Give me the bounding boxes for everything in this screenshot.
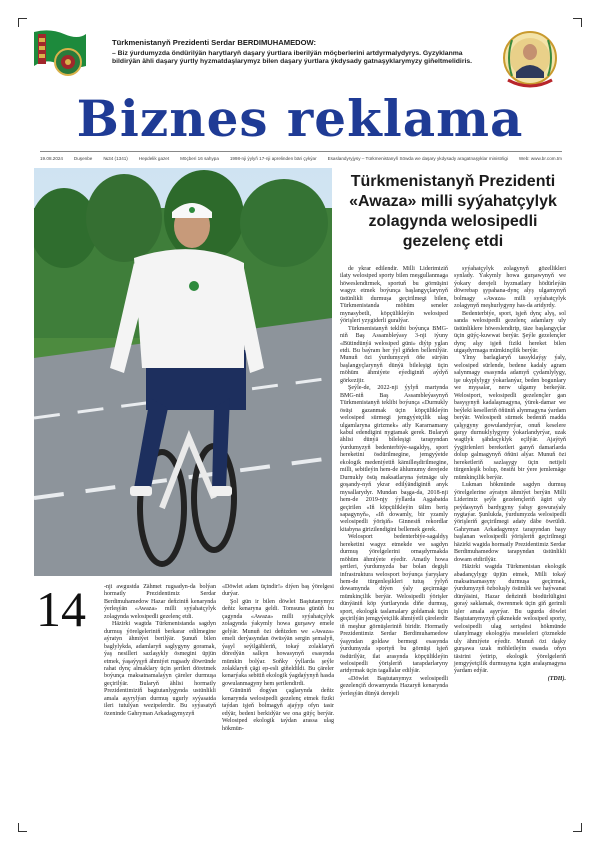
- paragraph: Ylmy barlaglaryň tassyklaýşy ýaly, welosiped sürlende, bedene kadaly agram salynmagy esasynda adamyň çydamlylygy, işe ukyplylygy ýokarlanýar, beden bogunlary we myşsalar, nerw ulgamy berkeýär. Welosiport, welosipedli gezelençler gan basyşynyň kadalaşmagyna, ýürek-damar we beýleki keselleriň öňüniň alynmagyna ýardam berýär. Welosipedi sürmek bedeniň madda çalşygyny gowulandyrýar, onuň keselere garşy durnuklylygyny ýokarlandyrýar, uzak wagtlyk şähdaçyklyk eçilýär. Ajaýtyň ýygjirlenleri bereketleri ganyň damarlarda dolup galmagynyň öňüni alýar. Munuň özi hereketleriň sazlaşygy üçin netijeli türgenleşik bolup, önsiňi bir ýere jemlemäge mümkinçilik berýär.: [454, 355, 566, 481]
- paragraph: Häzirki wagtda Türkmenistanda sagdyn durmuş ýörelgeleriniň berkarar edilmegine aýratyn ähmiýet berilýär. Şunuň bilen baglylykda, adamlaryň saglygyny goramak, ýaş nesilleri sazlaşykly ösmegini üpjün etmek, ýaşaýyşyň ähmiýet rugsady döwründe rahat dynç almaklary üçin şertleri döretmek boýunça maksatnamalaýyn çäreler durmuşa geçirilýär. Bularyň ählisi hormatly Prezidentimiziň bagtutanlygynda ustünlikli amala aşyrylýan durmuş ugurly syýasatda ileri tutulýan wezipelerdir. Bu syýasatyň özeninde Gahryman Arkadagymyzyň: [104, 621, 216, 717]
- paragraph: Häzirki wagtda Türkmenistan ekologik abadançylygy üpjün etmek, Milli tokaý maksatnamasyny durmuşa geçirmek, ýurdumyzyň özboluşly ösümlik we haýwanat dünýäsini, Hazar deňziniň biodürlüligini goraý saklamak, öwrenmek üçin giň gerimli işler amala aşyrýar. Bu ugurda döwlet Baştutanymyzyň çäkmekde welosiped sporty, welosipedli ulag serişdesi hökmünde ulanylmagy ekologiýa meseleleri çözmekde uly ähmiýete eýedir. Munuň özi daşky gurşawa uzak möhletleýin esasda oňyn täsirini ýetirip, ekologik ýörelgeleriň jemgyýetçilik durmuşyna içgin aralaşmagyna ýardam edýär.: [454, 564, 566, 675]
- crop-mark-top-left: [18, 18, 27, 27]
- paragraph: Şol gün ir bilen döwlet Baştutanymyz deňiz kenaryna geldi. Tomsuna günüň bu çagynda «Awaza» milli syýahatçylyk zolagynda ýakymly howa gurşawy emele gelýär. Munuň özi deňizden we «Awaza» emeli derýasyndan öwüsýän sergin şemalyň, ýaşyl seýilgähleriň, tokaý zolaklaryň döredýän salkyn howasynyň esasynda mümkin bolýar. Soňky ýyllarda şeýle zolaklaryň çägi ep-esli giňeldildi. Bu çäreler kenarýaka sebitiň ekologik ýagdaýynyň hasda gowulanmagyny hem şertlendirdi.: [222, 598, 334, 687]
- paragraph: -nji awgustda Zähmet rugsadyn-da bolýan hormatly Prezidentimiz Serdar Berdimuhamedow Hazar deňziniň kenarynda ýerleşýän «Awaza» milli syýahatçylyk zolagynda welosipedli gezelenç etdi.: [104, 584, 216, 620]
- issue-weekday: Duşenbe: [73, 156, 93, 161]
- drop-cap-date: 14: [36, 581, 86, 637]
- issue-date: 19.08.2024: [40, 156, 63, 161]
- paragraph: «Döwlet adam üçindir!» diýen baş ýörelgesi durýar.: [222, 584, 334, 598]
- paragraph: Gününiň dogýan çaglarynda deňiz kenarynda welosipedli gezelenç etmek fiziki taýdan işjeň bolmagyň ajaýyp ofyn tasir edýär, bedeni berkidýär we ona güýç berýär. Welosiped ekologik taýdan arassa ulag hökmün-: [222, 688, 334, 732]
- crop-mark-bottom-left: [18, 823, 27, 832]
- anniversary-portrait-emblem-icon: [498, 28, 562, 98]
- quote-text: – Biz ýurdumyzda öndürilýän harytlaryň daşary ýurtlara iberilýän möçberlerini artdyrmalydyrys. Gyzyklanma bildirýän ähli daşary ýurtly hyzmatdaşlarymyz bilen daşary ýurtlara ýkdysady gatnaşyklarymyzy giňeltmelidiris.: [112, 50, 473, 66]
- paragraph: Lukman hökmünde sagdyn durmuş ýörelgelerine aýratyn ähmiýet berýän Milli Liderimiz şeýle gezelençleriň ägirt uly peýdasynyň bardygyny ýahşy gowuraýaly nygtaýar. Şunlukda, ýurdumyzda welosipedli ýörişleriň geçirilmegi adaty däbe öwrüldi. Gahryman Arkadagymyz tarapyndan başy başlanan welosipedli ýörişleriň geçirilmegi häzirki wagtda hormatly Prezidentimiz Serdar Berdimuhamedow tarapyndan üstünlikli dowam etdirilýär.: [454, 482, 566, 563]
- paragraph: syýahatçylyk zolagynyň gözellikleri synlady. Ýakymly howa gurşawynyň we ýokary derejeli hyzmatlary hödürleýän döwrebap şypahana-dynç alyş ulgamynyň bolmagy «Awaza» milli syýahatçylyk zolagynyň meşhurlygyny has-da artdyrdy.: [454, 266, 566, 310]
- issue-number: №34 (1341): [103, 156, 128, 161]
- issue-founder: Esaslandyryjysy – Türkmenistanyň Söwda we daşary ykdysady aragatnaşyklar ministrligi: [327, 156, 508, 161]
- paragraph: Türkmenistanyň teklibi boýunça BMG-niň Baş Assambleýasy 3-nji iýuny «Bütindünýä welosiped güni» diýip yglan etdi. Bu baýram her ýyl giňden bellenilýär. Munuň özi ýurdumyzyň öňe sürýän başlangyçlarynyň dünýä bileleşigi üçin möhüm ähmiýete eýediginiň aýdyň görkezijir.: [340, 325, 448, 384]
- masthead: Biznes reklama: [76, 89, 524, 148]
- paragraph: de ykrar edilendir. Milli Liderimiziň ilaty welosiped sporty bilen meşgullanmaga höweslendirmek, sportuň bu görnüşini wagyz etmek boýunça başlangyçlarynyň üstünlikli durmuşa geçirilmegi bilen, Türkmenistanda möhüm seneler mynasybetli, köpçülikleýin welosiped ýörişleri yzygiderli guralýar.: [340, 266, 448, 325]
- paragraph: Welosport bedenterbiýe-sagaldyş hereketini wagyz etmekde we sagdyn durmuş ýörelgelerini ornaşdyrmakda möhüm ähmiýete eýedir. Amatly howa şertleri, ýurdumyzda bar bolan degişli infrastruktura welosport boýunça ýaryşlary hem-de türgenleşikleri tutuş ýylyň dowamynda diýen ýaly geçirmäge mümkinçilik berýär. Welosipedli ýörişler dünýäniň köp ýurtlarynda diňe durmuş, sport, ekologik taslamalary goldamak üçin geçirilýän jemgyýetçilik ähmiýetli çärelerdir iň meşhur görnüşleriniň biridir. Hormatly Prezidentimiz Serdar Berdimuhamedow ýaşyndan goldaw bermegi esasynda ýurdumyzda sportyň bu görnüşi işjeň ösdürilýär, ilat arasynda köpçülikleýin welosipedli ýörişleriň tarapdarlaryny artdyrmak üçin tagallalar edilýär.: [340, 534, 448, 675]
- article-headline: Türkmenistanyň Prezidenti «Awaza» milli syýahatçylyk zolagynda welosipedli gezelenç etdi: [349, 173, 557, 250]
- national-flag-emblem-icon: [30, 26, 88, 84]
- president-cycling-photo: [34, 168, 332, 576]
- article-column-3: [340, 266, 448, 698]
- crop-mark-top-right: [573, 18, 582, 27]
- crop-mark-bottom-right: [573, 823, 582, 832]
- article-column-1: [104, 584, 216, 718]
- article-credit: (TDH).: [547, 675, 566, 682]
- quote-author: Türkmenistanyň Prezidenti Serdar BERDIMUHAMEDOW:: [112, 38, 317, 47]
- issue-frequency: Hepdelik gazet: [138, 156, 170, 161]
- issue-pages: Möçberi 16 sahypa: [180, 156, 219, 161]
- leader-quote: [112, 38, 482, 67]
- paragraph: Şeýle-de, 2022-nji ýylyň martynda BMG-niň Baş Assambleýasynyň Türkmenistanyň teklibi boýunça «Durnukly ösüşi gazanmak üçin köpçülikleýin welosiped sürmegi jemgyýetçilik ulag ulgamlaryna girizmek» atly Kararnamany kabul edendigini nygtamak gerek. Bularyň ählisi dünýä bileleşigi tarapyndan ýurdumyzyň bedenterbiýe-sagaldyş, sport hereketini ösdürilmegine, jemgyýetde ekologik medeniýetiň kämilleşdirilmegine, milli, sebitleýin hem-de ählumumy derejede Durnukly ösüş maksatlaryna ýetmäge uly goşandy-nyň ykrar edilýändiginiň anyk mysallarydyr. Mundan başga-da, 2018-nji hem-de 2019-njy ýyllarda Aşgabatda geçirilen «Iň köpçülikleýin tälim beriş sapagynyň», «Iň dowamly, bir yzamly welosipedli ýörişiň» Ginnesiň rekordlar kitabyna girizilendigini bellemek gerek.: [340, 385, 448, 533]
- issue-website: Web: www.br.com.tm: [518, 156, 562, 161]
- article-column-2: [222, 584, 334, 733]
- article-column-4: [454, 266, 566, 683]
- issue-since: 1998-nji ýylyň 17-nji aprelinden bäri çykýar: [229, 156, 317, 161]
- paragraph: Bedenterbiýe, sport, işjeň dynç alyş, sol sanda welosipedli gezelenç adamlary uly üstünliklere höweslendirip, täze başlangyçlar üçin güýç-kuwwat berýär. Şeýle gezelençler dynç alşy işjeň fiziki hereket bilen utgaşdyrmaga mümkinçilik berýär.: [454, 310, 566, 354]
- issue-info-bar: [40, 151, 562, 164]
- paragraph: «Döwlet Baştutanymyz welosipedli gezelençiň dowamynda Hazaryň kenarynda ýerleşýän dünýä derejeli: [340, 675, 448, 697]
